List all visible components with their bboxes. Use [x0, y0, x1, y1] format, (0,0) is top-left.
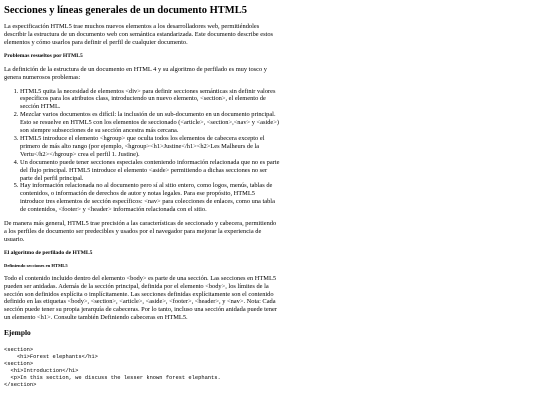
code-example: <section> <h1>Forest elephants</h1> <section> <h1>Introduction</h1> <p>In this section, we discuss the lesser known forest elephants. </section> — [4, 347, 221, 389]
problem-item: 3. HTML5 introduce el elemento <hgroup> que oculta todos los elementos de cabecera excepto el primero de más alto rango (por ejemplo, <hgroup><h1>Justine</h1><h2>Les Malheurs de la Vertu</h2></hgroup> crea el perfil 1. Justine). — [20, 135, 280, 159]
problems-intro-paragraph: La definición de la estructura de un documento en HTML 4 y su algoritmo de perfilado es muy tosco y genera numerosos problemas: — [4, 65, 267, 81]
problems-conclusion-paragraph: De manera más general, HTML5 trae precisión a las características de seccionado y cabecera, permitiendo a los perfiles de documento ser predecibles y usados por el navegador para mejorar la experiencia de usuario. — [4, 220, 277, 243]
problem-item: 2. Mezclar varios documentos es difícil: la inclusión de un sub-documento en un documento principal. Esto se resuelve en HTML5 con los elementos de seccionado (<article>, <section>,<nav> y <aside>) son siempre subsecciones de su sección ancestra más cercana. — [20, 111, 280, 135]
problem-item: 1. HTML5 quita la necesidad de elementos <div> para definir secciones semánticas sin definir valores específicos para los atributos class, introduciendo un nuevo elemento, <section>, el elemento de sección HTML. — [20, 88, 280, 112]
algorithm-heading: El algoritmo de perfilado de HTML5 — [4, 249, 93, 256]
problems-heading: Problemas resueltos por HTML5 — [4, 52, 83, 59]
problem-item: 4. Un documento puede tener secciones especiales conteniendo información relacionada que no es parte del flujo principal. HTML5 introduce el elemento <aside> permitiendo a dichas secciones no ser parte del perfil principal. — [20, 159, 280, 183]
document-title: Secciones y líneas generales de un documento HTML5 — [4, 5, 247, 16]
defining-sections-paragraph: Todo el contenido incluido dentro del elemento <body> es parte de una sección. Las secciones en HTML5 pueden ser anidadas. Además de la sección principal, definida por el elemento <body>, los límites de la sección son definidos explícita o implícitamente. Las secciones definidas explícitamente son el contenido definido en las etiquetas <body>, <section>, <article>, <aside>, <footer>, <header>, y <nav>. Nota: Cada sección puede tener su propia jerarquía de cabeceras. Por lo tanto, incluso una sección anidada puede tener un elemento <h1>. Consulte también Definiendo cabeceras en HTML5. — [4, 274, 277, 322]
problems-list — [4, 88, 280, 215]
example-heading: Ejemplo — [4, 328, 31, 338]
intro-paragraph: La especificación HTML5 trae muchos nuevos elementos a los desarrolladores web, permitiéndoles describir la estructura de un documento web con semántica estandarizada. Este documento describe estos elementos y cómo usarlos para definir el perfil de cualquier documento. — [4, 23, 274, 46]
defining-sections-heading: Definiendo secciones en HTML5 — [4, 262, 68, 268]
problem-item: 5. Hay información relacionada no al documento pero sí al sitio entero, como logos, menús, tablas de contenidos, o información de derechos de autor y notas legales. Para ese propósito, HTML5 introduce tres elementos de sección específicos: <nav> para colecciones de enlaces, como una tabla de contenidos, <footer> y <header> información relacionada con el sitio. — [20, 182, 280, 214]
document-page — [0, 0, 280, 389]
